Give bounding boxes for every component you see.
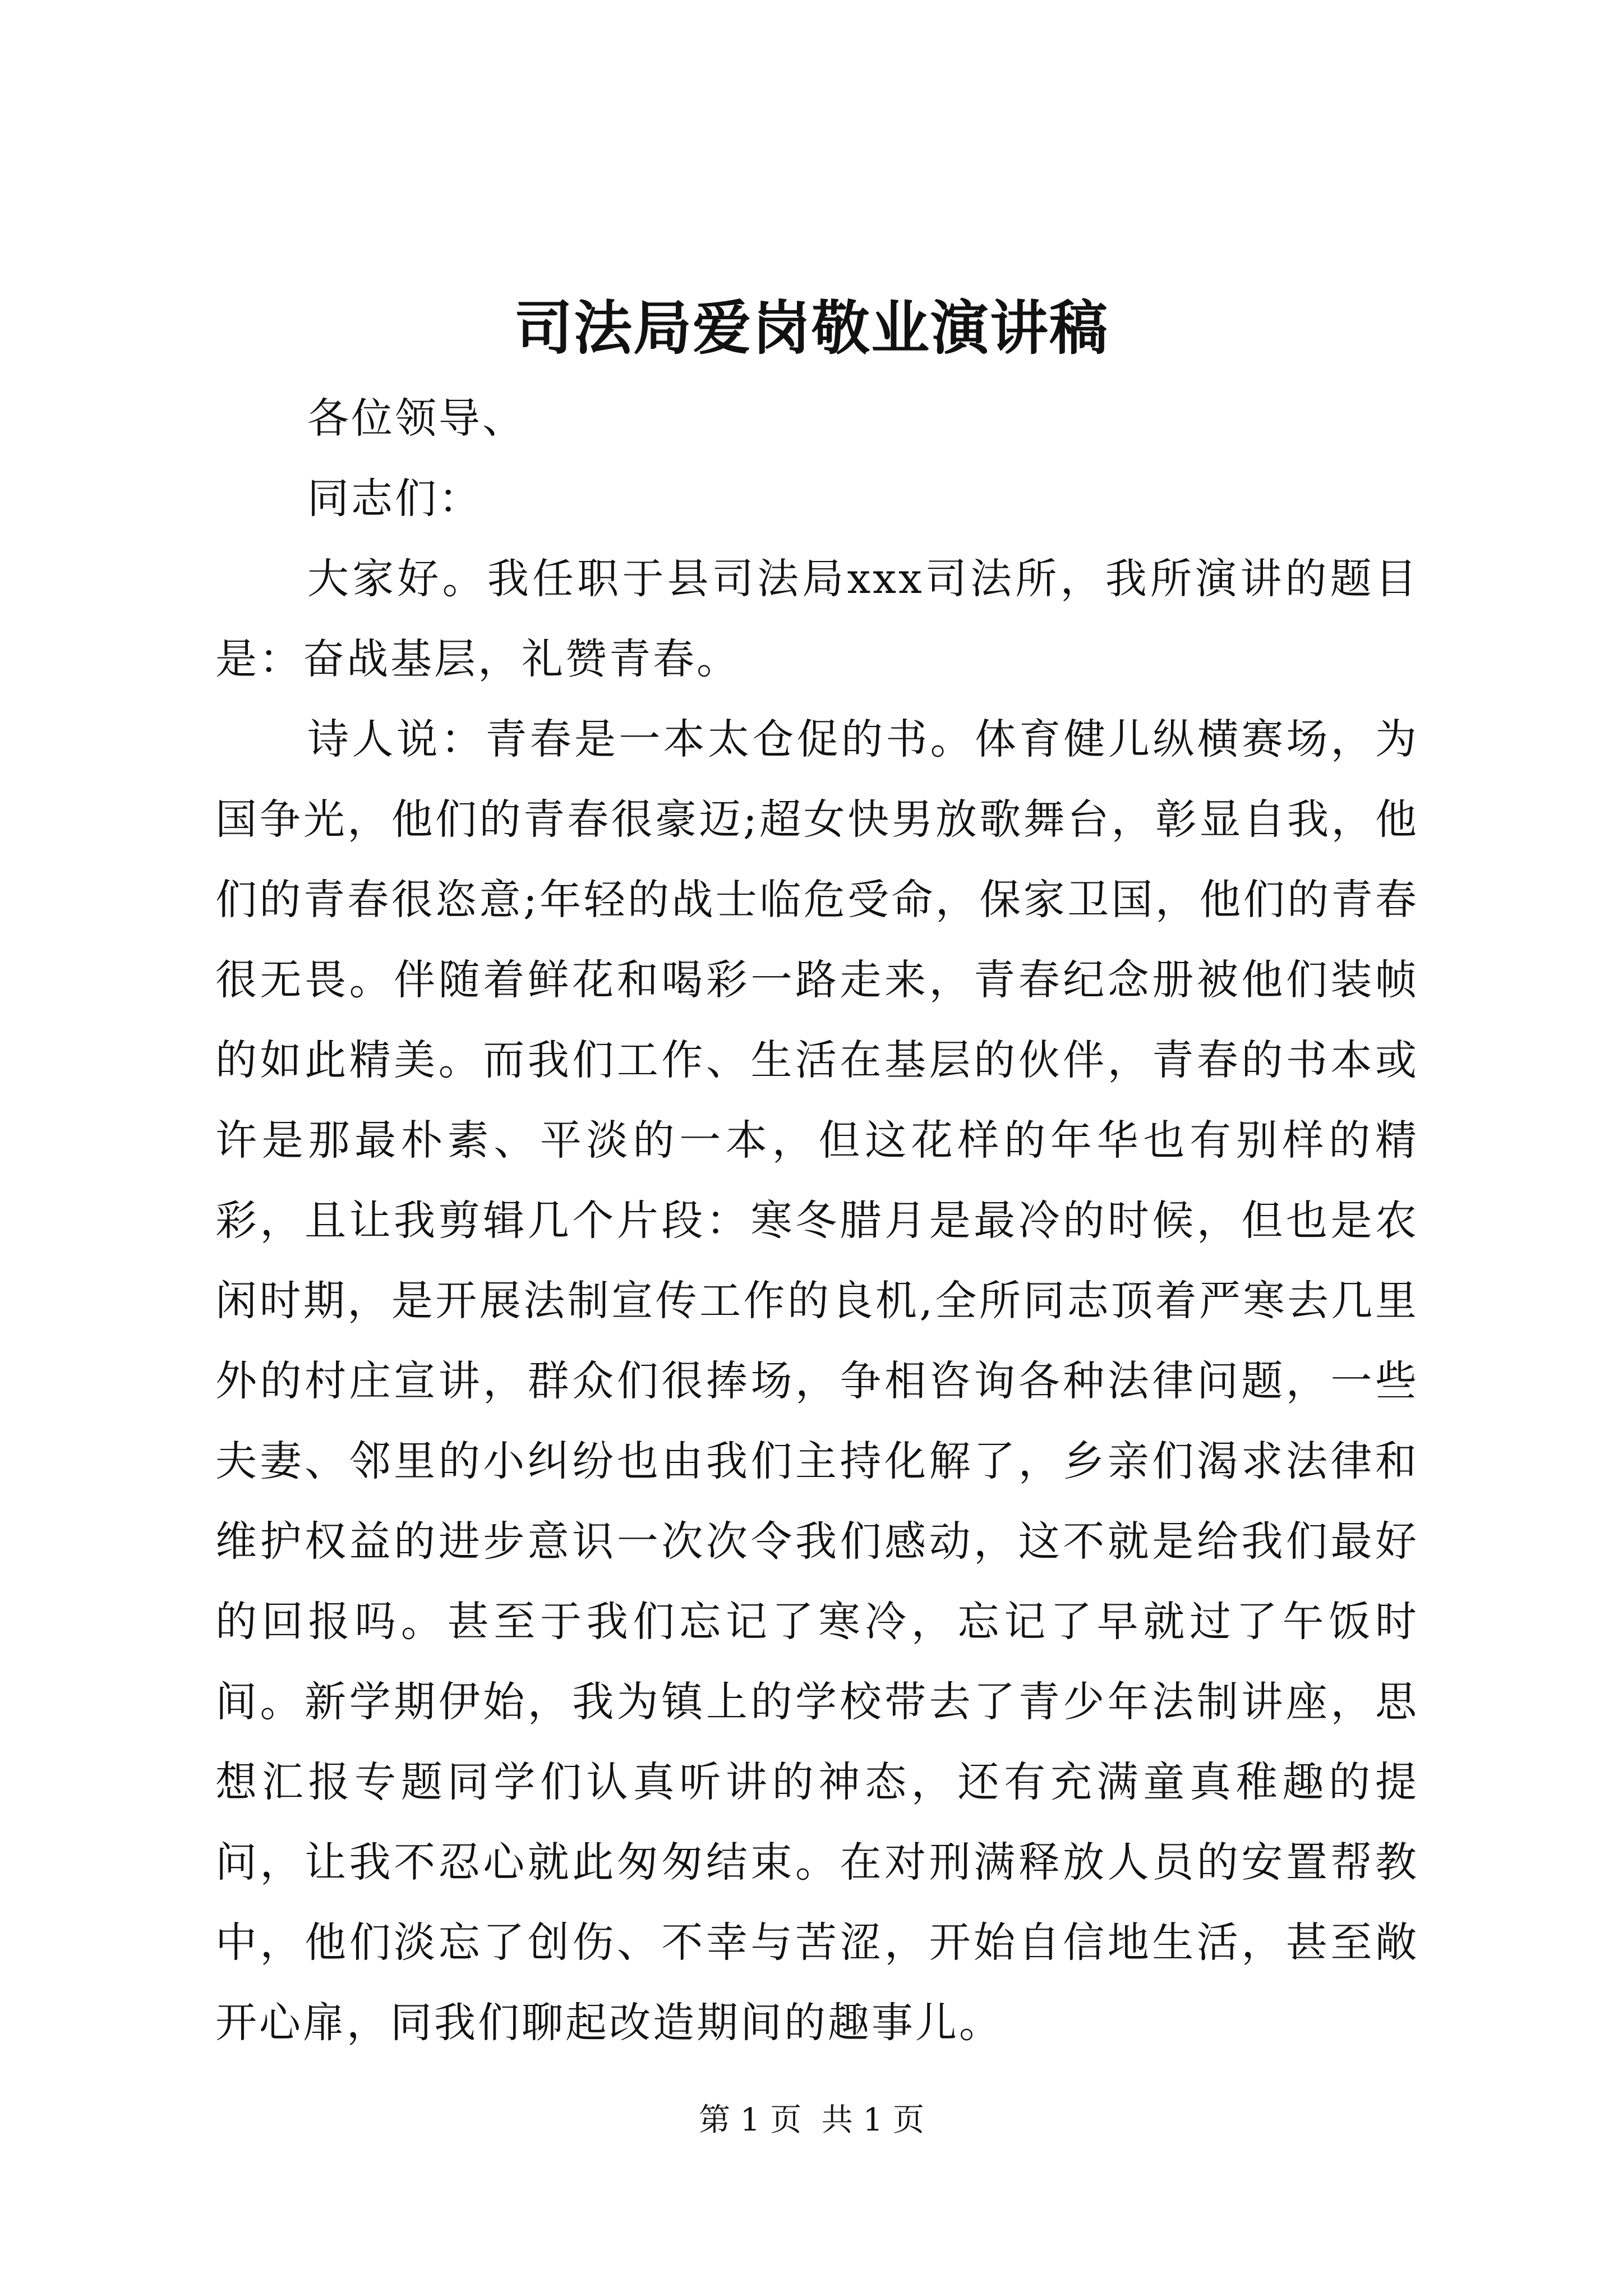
salutation-leaders: 各位领导、 (307, 394, 526, 443)
document-title: 司法局爱岗敬业演讲稿 (514, 293, 1109, 362)
salutation-comrades: 同志们： (307, 475, 482, 523)
page-footer (0, 2101, 1623, 2140)
document-body (215, 379, 1419, 2063)
page-number-label: 第 1 页 共 1 页 (698, 2102, 925, 2138)
paragraph-greeting: 大家好。我任职于县司法局xxx司法所，我所演讲的题目是：奋战基层，礼赞青春。 (215, 555, 1419, 683)
paragraph-main: 诗人说：青春是一本太仓促的书。体育健儿纵横赛场，为国争光，他们的青春很豪迈;超女快男放歌舞台，彰显自我，他们的青春很恣意;年轻的战士临危受命，保家卫国，他们的青春很无畏。伴随着鲜花和喝彩一路走来，青春纪念册被他们装帧的如此精美。而我们工作、生活在基层的伙伴，青春的书本或许是那最朴素、平淡的一本，但这花样的年华也有别样的精彩，且让我剪辑几个片段：寒冬腊月是最冷的时候，但也是农闲时期，是开展法制宣传工作的良机,全所同志顶着严寒去几里外的村庄宣讲，群众们很捧场，争相咨询各种法律问题，一些夫妻、邻里的小纠纷也由我们主持化解了，乡亲们渴求法律和维护权益的进步意识一次次令我们感动，这不就是给我们最好的回报吗。甚至于我们忘记了寒冷，忘记了早就过了午饭时间。新学期伊始，我为镇上的学校带去了青少年法制讲座，思想汇报专题同学们认真听讲的神态，还有充满童真稚趣的提问，让我不忍心就此匆匆结束。在对刑满释放人员的安置帮教中，他们淡忘了创伤、不幸与苦涩，开始自信地生活，甚至敞开心扉，同我们聊起改造期间的趣事儿。 (215, 715, 1419, 2047)
